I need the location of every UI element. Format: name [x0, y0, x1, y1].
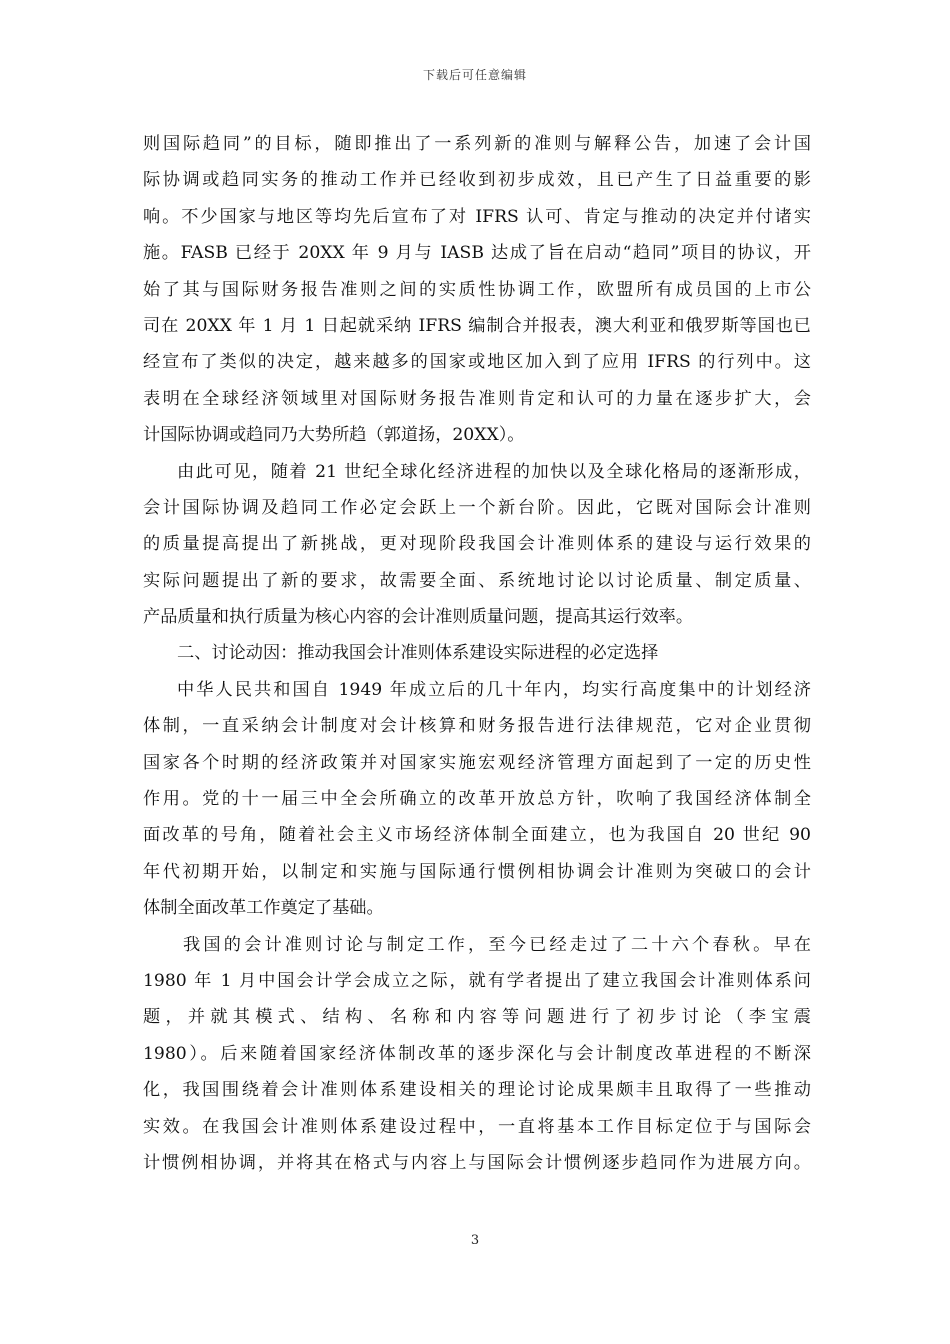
text-line: 则国际趋同”的目标，随即推出了一系列新的准则与解释公告，加速了会计国 — [143, 134, 811, 154]
document-body — [143, 126, 811, 1181]
text-line: 中华人民共和国自 1949 年成立后的几十年内，均实行高度集中的计划经济 — [177, 679, 811, 700]
text-line: 司在 20XX 年 1 月 1 日起就采纳 IFRS 编制合并报表，澳大利亚和俄罗斯等国也已 — [143, 315, 811, 336]
text-line: 作用。党的十一届三中全会所确立的改革开放总方针，吹响了我国经济体制全 — [143, 789, 811, 810]
text-line: 响。不少国家与地区等均先后宣布了对 IFRS 认可、肯定与推动的决定并付诸实 — [143, 206, 811, 227]
text-line: 产品质量和执行质量为核心内容的会计准则质量问题，提高其运行效率。 — [143, 607, 694, 628]
text-line: 经宣布了类似的决定，越来越多的国家或地区加入到了应用 IFRS 的行列中。这 — [143, 352, 811, 373]
page-number: 3 — [470, 1233, 480, 1248]
text-line: 题，并就其模式、结构、名称和内容等问题进行了初步讨论（李宝震 — [143, 1007, 811, 1028]
text-line: 1980）。后来随着国家经济体制改革的逐步深化与会计制度改革进程的不断深 — [143, 1043, 811, 1064]
text-line: 表明在全球经济领域里对国际财务报告准则肯定和认可的力量在逐步扩大，会 — [143, 388, 811, 409]
text-line: 始了其与国际财务报告准则之间的实质性协调工作，欧盟所有成员国的上市公 — [143, 279, 811, 300]
text-line: 由此可见，随着 21 世纪全球化经济进程的加快以及全球化格局的逐渐形成， — [177, 461, 811, 482]
text-line: 国家各个时期的经济政策并对国家实施宏观经济管理方面起到了一定的历史性 — [143, 752, 811, 773]
text-line: 实效。在我国会计准则体系建设过程中，一直将基本工作目标定位于与国际会 — [143, 1116, 811, 1137]
text-line: 计惯例相协调，并将其在格式与内容上与国际会计惯例逐步趋同作为进展方向。 — [143, 1152, 811, 1173]
text-line: 会计国际协调及趋同工作必定会跃上一个新台阶。因此，它既对国际会计准则 — [143, 497, 811, 518]
text-line: 我国的会计准则讨论与制定工作，至今已经走过了二十六个春秋。早在 — [183, 934, 811, 955]
text-line: 1980 年 1 月中国会计学会成立之际，就有学者提出了建立我国会计准则体系问 — [143, 970, 811, 991]
text-line: 化，我国围绕着会计准则体系建设相关的理论讨论成果颇丰且取得了一些推动 — [143, 1080, 811, 1101]
text-line: 际协调或趋同实务的推动工作并已经收到初步成效，且已产生了日益重要的影 — [143, 170, 811, 191]
page-header: 下载后可任意编辑 — [422, 68, 527, 82]
text-line: 面改革的号角，随着社会主义市场经济体制全面建立，也为我国自 20 世纪 90 — [143, 825, 811, 846]
text-line: 实际问题提出了新的要求，故需要全面、系统地讨论以讨论质量、制定质量、 — [143, 570, 811, 591]
text-line: 年代初期开始，以制定和实施与国际通行惯例相协调会计准则为突破口的会计 — [143, 861, 811, 882]
text-line: 体制全面改革工作奠定了基础。 — [143, 898, 384, 919]
text-line: 的质量提高提出了新挑战，更对现阶段我国会计准则体系的建设与运行效果的 — [143, 534, 811, 555]
text-line: 施。FASB 已经于 20XX 年 9 月与 IASB 达成了旨在启动“趋同”项目的协议，开 — [143, 243, 811, 264]
text-line: 体制，一直采纳会计制度对会计核算和财务报告进行法律规范，它对企业贯彻 — [143, 716, 811, 737]
text-line: 计国际协调或趋同乃大势所趋（郭道扬，20XX）。 — [143, 425, 525, 446]
section-heading: 二、讨论动因：推动我国会计准则体系建设实际进程的必定选择 — [177, 643, 659, 664]
